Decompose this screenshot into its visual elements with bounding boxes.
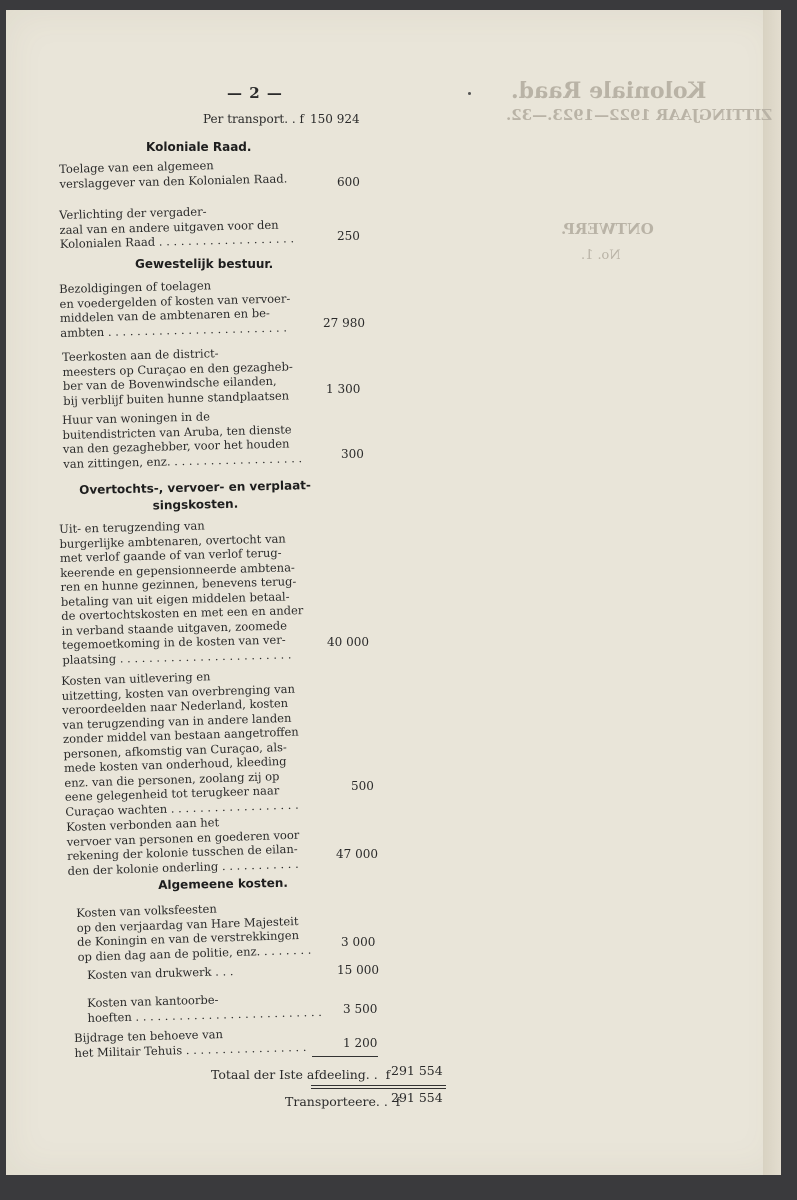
- per-transport-label: Per transport. . f: [203, 112, 304, 126]
- article-text: Bezoldigingen of toelagen en voedergelden of kosten van vervoer- middelen van de ambtenaren en be- ambten . . . . . . . . . . . . . . . . . . . . . . . . .: [59, 278, 291, 340]
- bleed-through-subtitle: ZITTINGJAAR 1922—1923.—32.: [506, 106, 773, 124]
- article-amount: 40 000: [327, 635, 369, 649]
- total-amount: 291 554: [391, 1063, 443, 1078]
- article-amount: 27 980: [323, 316, 365, 330]
- section-heading: Overtochts-, vervoer- en verplaat- singskosten.: [79, 478, 312, 513]
- article-amount: 3 000: [341, 935, 376, 949]
- article-text: Kosten van volksfeesten op den verjaardag van Hare Majesteit de Koningin en van de verstrekkingen op dien dag aan de politie, enz. . . . . . . .: [76, 901, 312, 964]
- article-amount: 3 500: [343, 1002, 378, 1016]
- article-text: Kosten van uitlevering en uitzetting, kosten van overbrenging van veroordeelden naar Nederland, kosten van terugzending van in andere landen zonder middel van bestaan aangetroffen personen, afkomstig van Curaçao, als- mede kosten van onderhoud, kleeding enz. van die personen, zoolang zij op eene gelegenheid tot terugkeer naar Curaçao wachten . . . . . . . . . . . . . . . . . .: [61, 669, 299, 819]
- page-spine: [763, 10, 781, 1175]
- article-amount: 300: [341, 447, 364, 461]
- bleed-through-title: Koloniale Raad.: [511, 78, 707, 104]
- article-text: Kosten van kantoorbe- hoeften . . . . . . . . . . . . . . . . . . . . . . . . . .: [87, 992, 322, 1025]
- ink-speck: [468, 92, 471, 95]
- transport-label: Transporteere. . f: [285, 1094, 401, 1109]
- section-heading: Algemeene kosten.: [158, 875, 289, 892]
- article-text: Kosten verbonden aan het vervoer van personen en goederen voor rekening der kolonie tusschen de eilan- den der kolonie onderling . . . . . . . . . . .: [66, 815, 300, 878]
- transport-amount: 291 554: [391, 1090, 443, 1105]
- article-text: Teerkosten aan de district- meesters op Curaçao en den gezagheb- ber van de Bovenwindsche eilanden, bij verblijf buiten hunne standplaatsen: [62, 346, 293, 408]
- article-amount: 250: [337, 229, 360, 243]
- sum-rule: [312, 1056, 378, 1057]
- page-number: — 2 —: [227, 84, 283, 102]
- article-text: Bijdrage ten behoeve van het Militair Tehuis . . . . . . . . . . . . . . . . .: [74, 1027, 307, 1060]
- section-heading: Gewestelijk bestuur.: [135, 257, 274, 271]
- section-heading: Koloniale Raad.: [146, 140, 252, 154]
- article-amount: 600: [337, 175, 360, 189]
- article-amount: 1 300: [326, 382, 361, 396]
- article-text: Huur van woningen in de buitendistricten van Aruba, ten dienste van den gezaghebber, voor het houden van zittingen, enz. . . . . . . . . . . . . . . . . . .: [62, 409, 303, 471]
- article-text: Kosten van drukwerk . . .: [87, 964, 234, 982]
- total-label: Totaal der Iste afdeeling. . f: [211, 1067, 391, 1082]
- bleed-through-number: No. 1.: [581, 248, 621, 263]
- article-amount: 500: [351, 779, 374, 793]
- per-transport-amount: 150 924: [310, 112, 360, 126]
- article-text: Uit- en terugzending van burgerlijke ambtenaren, overtocht van met verlof gaande of van verlof terug- keerende en gepensionneerde ambtena- ren en hunne gezinnen, benevens terug- betaling van uit eigen middelen betaal- de overtochtskosten en met een en ander in verband staande uitgaven, zoomede tegemoetkoming in de kosten van ver- plaatsing . . . . . . . . . . . . . . . . . . . . . . . .: [59, 518, 304, 667]
- article-text: Verlichting der vergader- zaal van en andere uitgaven voor den Kolonialen Raad . . . . . . . . . . . . . . . . . . .: [59, 204, 295, 251]
- bleed-through-ontwerp: ONTWERP.: [561, 220, 654, 238]
- article-amount: 47 000: [336, 847, 378, 861]
- document-page: [6, 10, 781, 1175]
- article-text: Toelage van een algemeen verslaggever van den Kolonialen Raad.: [59, 158, 288, 191]
- article-amount: 15 000: [337, 963, 379, 977]
- sum-rule-double: [311, 1088, 446, 1089]
- article-amount: 1 200: [343, 1036, 378, 1050]
- sum-rule-double: [311, 1085, 446, 1086]
